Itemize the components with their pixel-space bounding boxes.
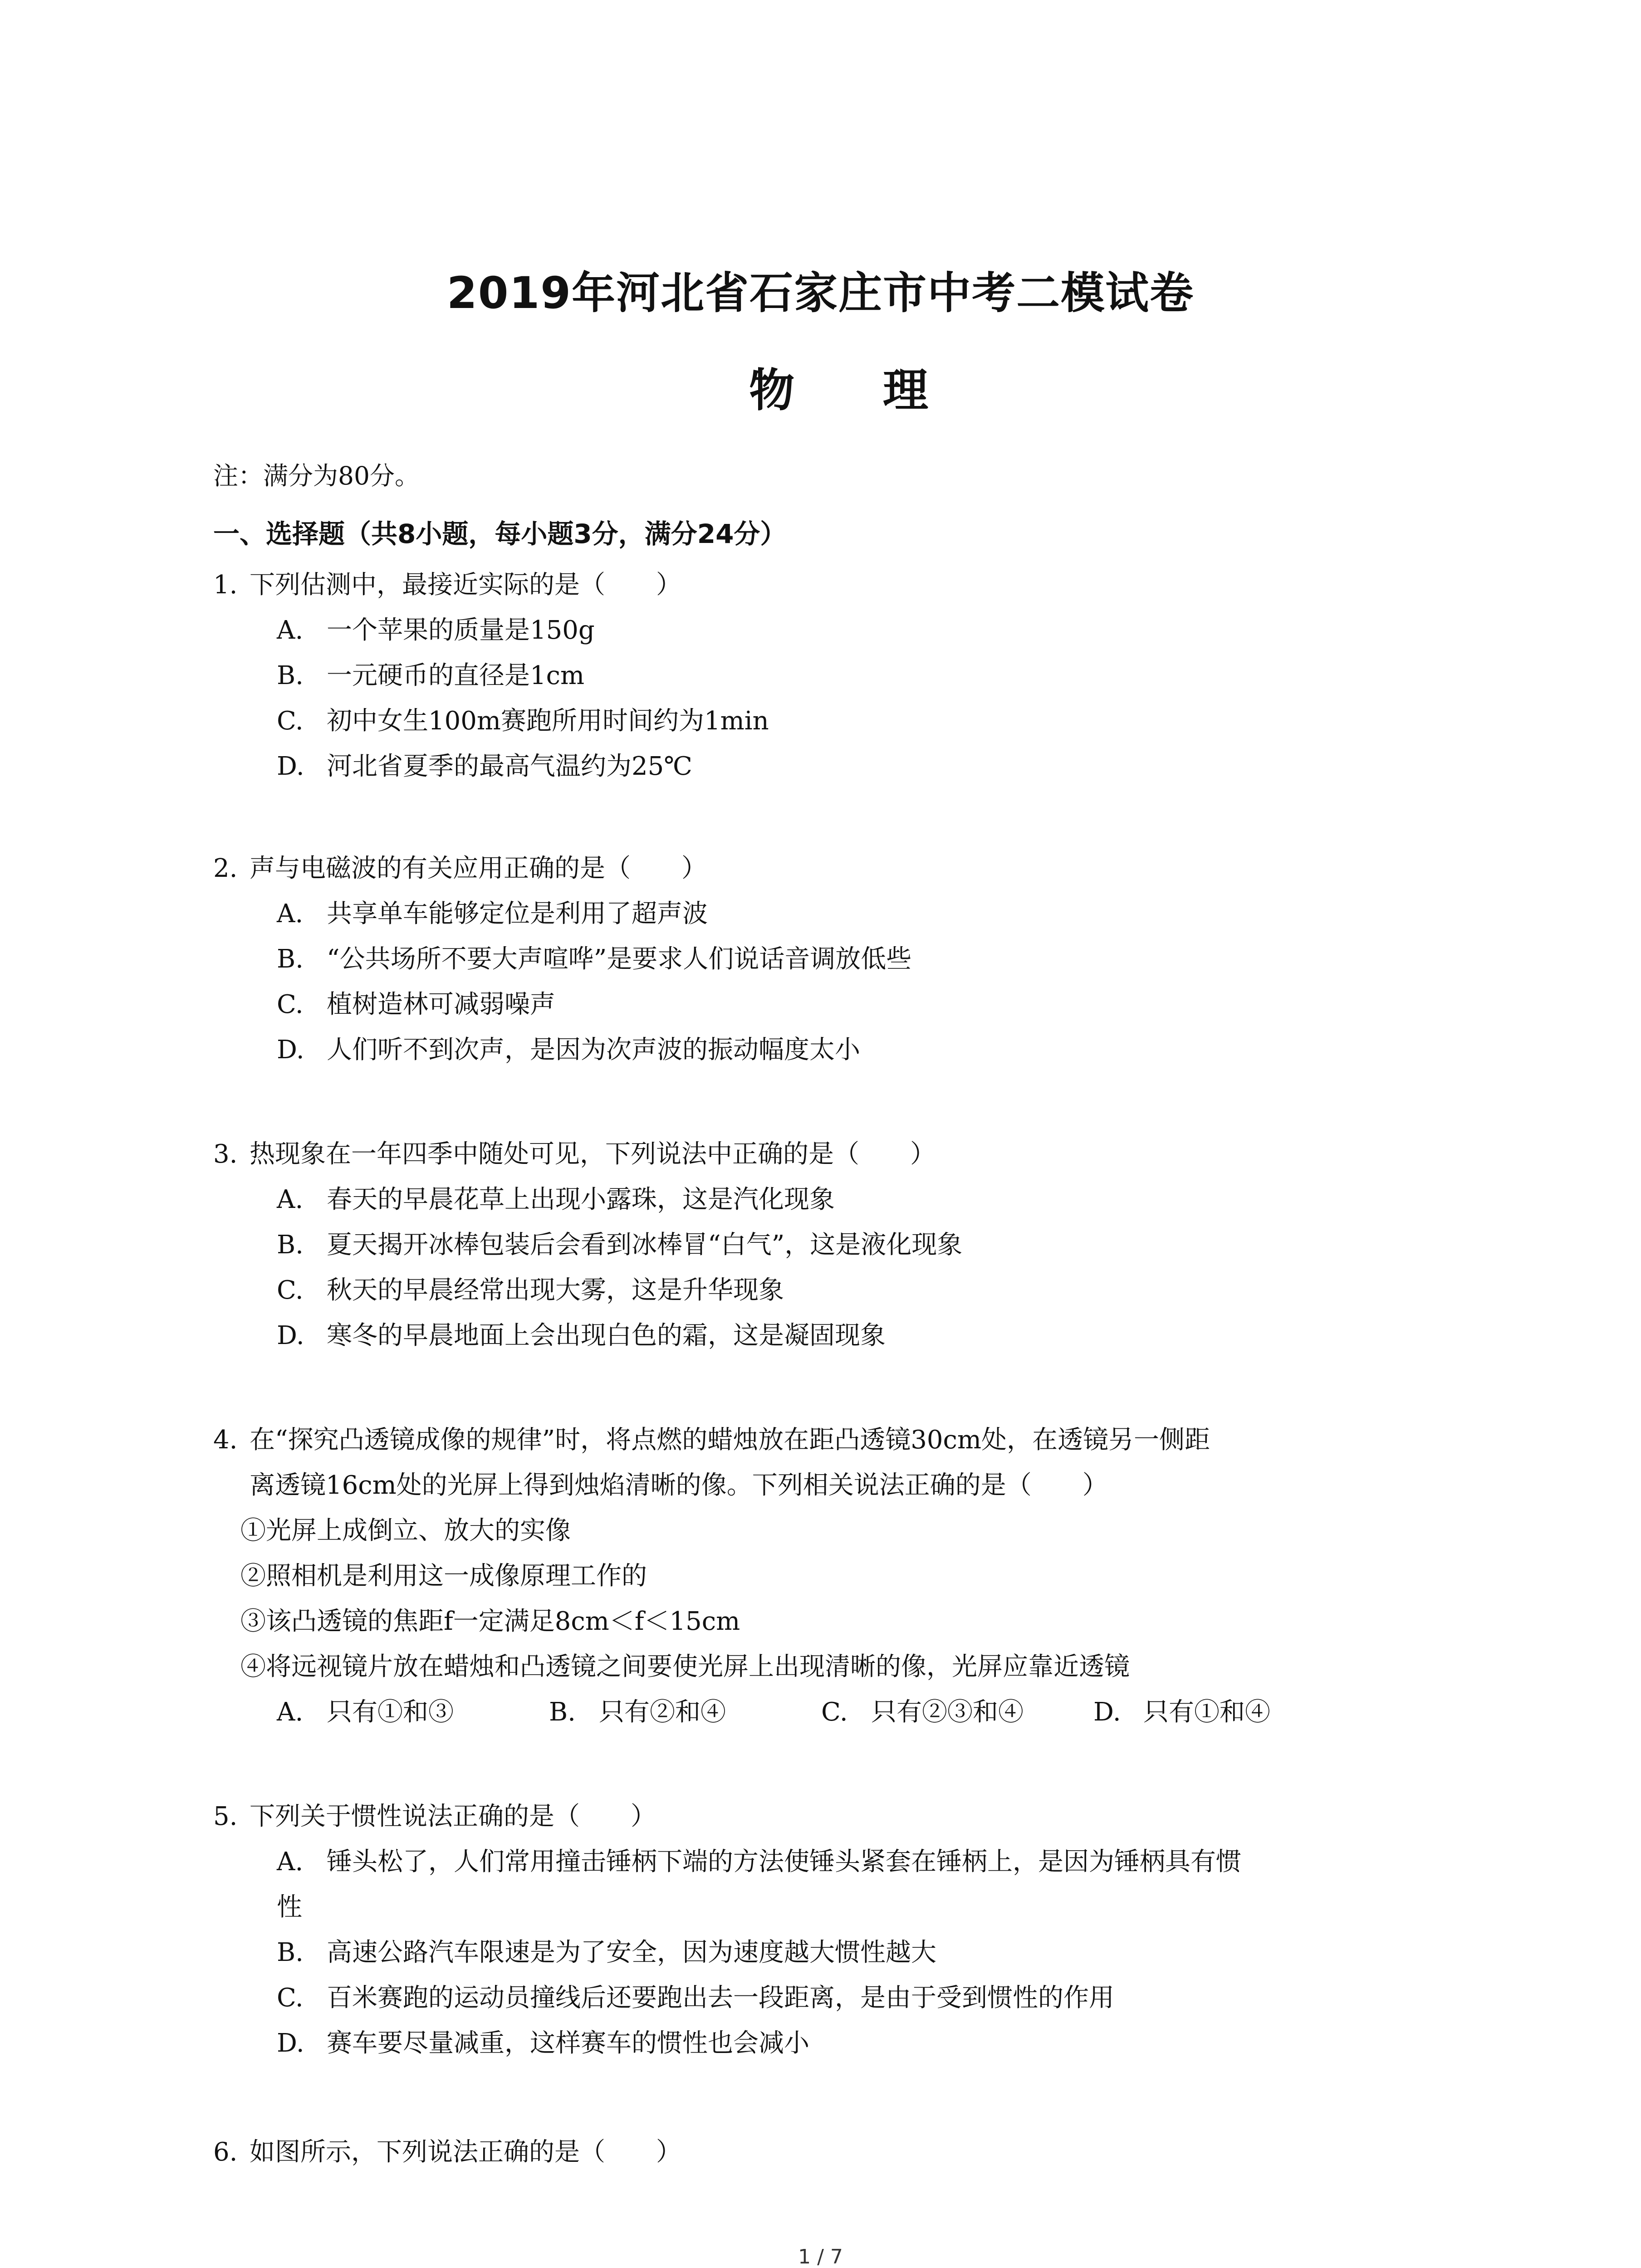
option-a: A. 春天的早晨花草上出现小露珠，这是汽化现象 <box>277 1185 835 1214</box>
option-c: C. 植树造林可减弱噪声 <box>277 990 555 1019</box>
question-number: 1. <box>213 570 238 600</box>
question-number: 2. <box>213 854 238 883</box>
option-d: D. 只有①和④ <box>1093 1697 1270 1727</box>
option-c: C. 百米赛跑的运动员撞线后还要跑出去一段距离，是由于受到惯性的作用 <box>277 1983 1114 2013</box>
question-text: 声与电磁波的有关应用正确的是（ ） <box>250 854 707 883</box>
statement-3: ③该凸透镜的焦距f一定满足8cm＜f＜15cm <box>240 1607 740 1636</box>
score-note: 注：满分为80分。 <box>213 461 420 490</box>
question-6 <box>213 2130 1447 2175</box>
question-number: 3. <box>213 1139 238 1169</box>
question-stem <box>213 1794 1447 1839</box>
option-a: A. 共享单车能够定位是利用了超声波 <box>277 899 708 929</box>
question-text: 如图所示，下列说法正确的是（ ） <box>250 2137 681 2167</box>
question-text: 热现象在一年四季中随处可见，下列说法中正确的是（ ） <box>250 1139 936 1169</box>
statement-4: ④将远视镜片放在蜡烛和凸透镜之间要使光屏上出现清晰的像，光屏应靠近透镜 <box>240 1652 1130 1681</box>
option-a-continued: 性 <box>277 1892 302 1922</box>
option-d: D. 人们听不到次声，是因为次声波的振动幅度太小 <box>277 1035 860 1065</box>
page-number: 1 / 7 <box>798 2245 843 2268</box>
option-a: A. 锤头松了，人们常用撞击锤柄下端的方法使锤头紧套在锤柄上，是因为锤柄具有惯 <box>277 1847 1241 1877</box>
subject-title: 物 理 <box>749 364 965 417</box>
question-text: 在“探究凸透镜成像的规律”时，将点燃的蜡烛放在距凸透镜30cm处，在透镜另一侧距 <box>250 1425 1210 1455</box>
option-b: B. 夏天揭开冰棒包装后会看到冰棒冒“白气”，这是液化现象 <box>277 1230 963 1260</box>
question-number: 4. <box>213 1425 238 1455</box>
question-4 <box>213 1418 1447 1735</box>
statement-1: ①光屏上成倒立、放大的实像 <box>240 1516 571 1545</box>
question-3 <box>213 1132 1447 1359</box>
option-d: D. 赛车要尽量减重，这样赛车的惯性也会减小 <box>277 2028 809 2058</box>
option-c: C. 只有②③和④ <box>821 1697 1024 1727</box>
option-b: B. 高速公路汽车限速是为了安全，因为速度越大惯性越大 <box>277 1938 936 1967</box>
option-a: A. 只有①和③ <box>277 1697 454 1727</box>
question-number: 6. <box>213 2137 238 2167</box>
option-b: B. “公共场所不要大声喧哗”是要求人们说话音调放低些 <box>277 944 912 974</box>
question-stem <box>213 1418 1447 1463</box>
exam-title: 2019年河北省石家庄市中考二模试卷 <box>446 268 1195 318</box>
option-d: D. 寒冬的早晨地面上会出现白色的霜，这是凝固现象 <box>277 1321 886 1350</box>
statement-2: ②照相机是利用这一成像原理工作的 <box>240 1561 647 1591</box>
option-d: D. 河北省夏季的最高气温约为25℃ <box>277 752 692 781</box>
question-text: 下列关于惯性说法正确的是（ ） <box>250 1802 656 1831</box>
question-stem <box>213 2130 1447 2175</box>
option-row <box>277 1690 1447 1735</box>
option-b: B. 一元硬币的直径是1cm <box>277 661 585 690</box>
question-number: 5. <box>213 1802 238 1831</box>
question-stem <box>213 846 1447 891</box>
question-text: 下列估测中，最接近实际的是（ ） <box>250 570 681 600</box>
question-text-continued: 离透镜16cm处的光屏上得到烛焰清晰的像。下列相关说法正确的是（ ） <box>250 1471 1108 1500</box>
question-5 <box>213 1794 1447 2066</box>
option-c: C. 初中女生100m赛跑所用时间约为1min <box>277 706 769 736</box>
option-b: B. 只有②和④ <box>549 1697 726 1727</box>
section-heading: 一、选择题（共8小题，每小题3分，满分24分） <box>213 518 787 549</box>
option-c: C. 秋天的早晨经常出现大雾，这是升华现象 <box>277 1276 784 1305</box>
question-2 <box>213 846 1447 1073</box>
question-stem <box>213 562 1447 608</box>
question-1 <box>213 562 1447 789</box>
question-stem <box>213 1132 1447 1177</box>
option-a: A. 一个苹果的质量是150g <box>277 616 595 645</box>
